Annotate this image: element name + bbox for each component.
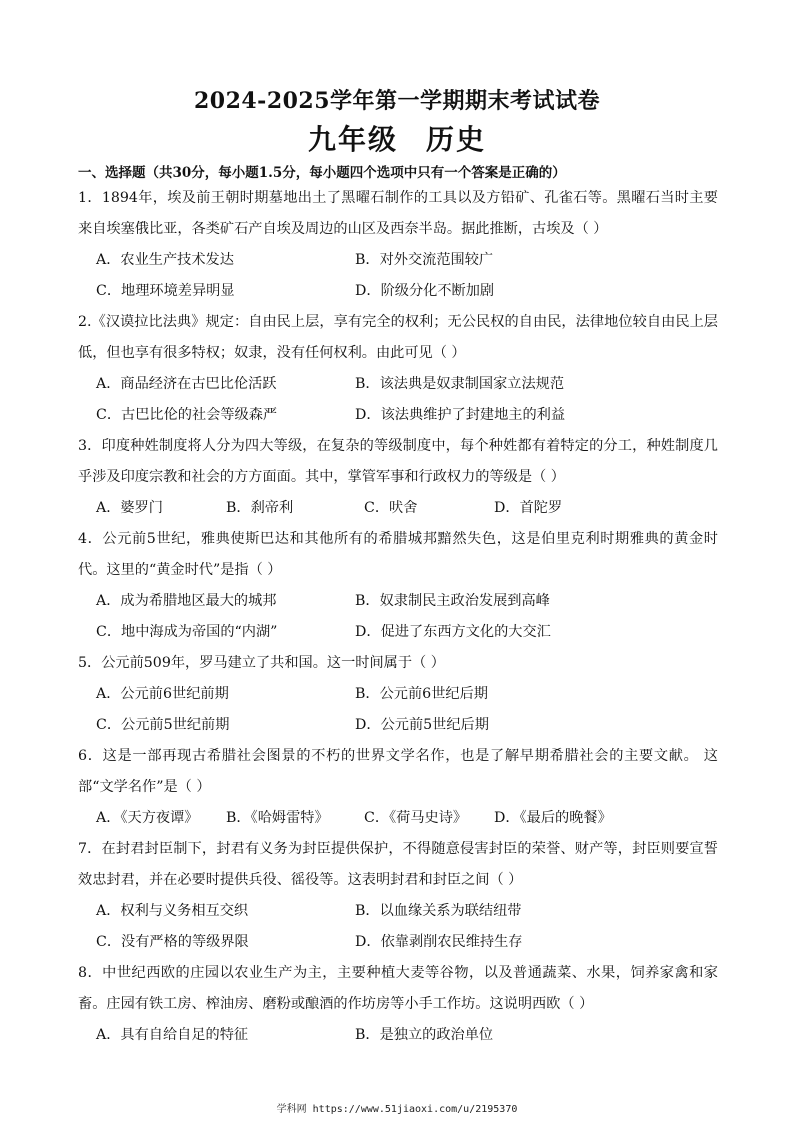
question-stem: 1．1894年，埃及前王朝时期墓地出土了黑曜石制作的工具以及方铅矿、孔雀石等。黑曜石当时主要来自埃塞俄比亚，各类矿石产自埃及周边的山区及西奈半岛。据此推断，古埃及（ ） bbox=[78, 190, 718, 237]
question bbox=[78, 741, 718, 834]
options bbox=[78, 896, 718, 958]
options bbox=[78, 803, 718, 834]
option[interactable]: C．《荷马史诗》 bbox=[364, 810, 468, 826]
option[interactable]: B．刹帝利 bbox=[226, 500, 294, 516]
options bbox=[78, 369, 718, 431]
option[interactable]: B．对外交流范围较广 bbox=[355, 252, 494, 268]
option[interactable]: D．促进了东西方文化的大交汇 bbox=[355, 624, 551, 640]
option[interactable]: A．公元前6世纪前期 bbox=[96, 686, 229, 702]
question-stem: 5．公元前509年，罗马建立了共和国。这一时间属于（ ） bbox=[78, 655, 445, 671]
question bbox=[78, 431, 718, 524]
option[interactable]: D．公元前5世纪后期 bbox=[355, 717, 489, 733]
question-stem: 3．印度种姓制度将人分为四大等级，在复杂的等级制度中，每个种姓都有着特定的分工，种姓制度几乎涉及印度宗教和社会的方方面面。其中，掌管军事和行政权力的等级是（ ） bbox=[78, 438, 718, 485]
options bbox=[78, 679, 718, 741]
question-list bbox=[78, 183, 718, 1051]
option[interactable]: D．依靠剥削农民维持生存 bbox=[355, 934, 523, 950]
question bbox=[78, 648, 718, 741]
subject-label: 历史 bbox=[426, 123, 487, 156]
option[interactable]: B．公元前6世纪后期 bbox=[355, 686, 488, 702]
option[interactable]: A．商品经济在古巴比伦活跃 bbox=[96, 376, 277, 392]
option[interactable]: A．权利与义务相互交织 bbox=[96, 903, 249, 919]
question bbox=[78, 834, 718, 958]
option[interactable]: B．是独立的政治单位 bbox=[355, 1027, 494, 1043]
option[interactable]: B．《哈姆雷特》 bbox=[226, 810, 329, 826]
options bbox=[78, 245, 718, 307]
option[interactable]: A．农业生产技术发达 bbox=[96, 252, 234, 268]
option[interactable]: C．地理环境差异明显 bbox=[96, 283, 235, 299]
page-footer-watermark: 学科网 https://www.51jiaoxi.com/u/2195370 bbox=[276, 1104, 518, 1115]
section-heading: 一、选择题（共30分，每小题1.5分，每小题四个选项中只有一个答案是正确的） bbox=[78, 165, 566, 181]
question bbox=[78, 307, 718, 431]
grade-label: 九年级 bbox=[307, 123, 398, 156]
question-stem: 2.《汉谟拉比法典》规定：自由民上层，享有完全的权利；无公民权的自由民，法律地位较自由民上层低，但也享有很多特权；奴隶，没有任何权利。由此可见（ ） bbox=[78, 314, 718, 361]
option[interactable]: C．古巴比伦的社会等级森严 bbox=[96, 407, 278, 423]
question bbox=[78, 524, 718, 648]
option[interactable]: B．以血缘关系为联结纽带 bbox=[355, 903, 522, 919]
option[interactable]: C．没有严格的等级界限 bbox=[96, 934, 249, 950]
question-stem: 8．中世纪西欧的庄园以农业生产为主，主要种植大麦等谷物，以及普通蔬菜、水果，饲养家禽和家畜。庄园有铁工房、榨油房、磨粉或酿酒的作坊房等小手工作坊。这说明西欧（ ） bbox=[78, 965, 718, 1012]
question-stem: 7．在封君封臣制下，封君有义务为封臣提供保护，不得随意侵害封臣的荣誉、财产等，封臣则要宣誓效忠封君，并在必要时提供兵役、徭役等。这表明封君和封臣之间（ ） bbox=[78, 841, 718, 888]
options bbox=[78, 586, 718, 648]
option[interactable]: B．该法典是奴隶制国家立法规范 bbox=[355, 376, 565, 392]
option[interactable]: C．地中海成为帝国的“内湖” bbox=[96, 624, 278, 640]
option[interactable]: A．具有自给自足的特征 bbox=[96, 1027, 249, 1043]
exam-title: 2024-2025学年第一学期期末考试试卷 bbox=[193, 88, 601, 114]
option[interactable]: D．阶级分化不断加剧 bbox=[355, 283, 495, 299]
option[interactable]: A．《天方夜谭》 bbox=[96, 810, 199, 826]
option[interactable]: A．婆罗门 bbox=[96, 500, 163, 516]
option[interactable]: A．成为希腊地区最大的城邦 bbox=[96, 593, 277, 609]
option[interactable]: D．首陀罗 bbox=[494, 500, 563, 516]
question-stem: 6．这是一部再现古希腊社会图景的不朽的世界文学名作，也是了解早期希腊社会的主要文献。 这部“文学名作”是（ ） bbox=[78, 748, 718, 795]
options bbox=[78, 493, 718, 524]
option[interactable]: D．《最后的晚餐》 bbox=[494, 810, 612, 826]
exam-subtitle bbox=[0, 118, 794, 158]
question-stem: 4．公元前5世纪，雅典使斯巴达和其他所有的希腊城邦黯然失色，这是伯里克利时期雅典的黄金时代。这里的“黄金时代”是指（ ） bbox=[78, 531, 718, 578]
options bbox=[78, 1020, 718, 1051]
option[interactable]: B．奴隶制民主政治发展到高峰 bbox=[355, 593, 550, 609]
option[interactable]: D．该法典维护了封建地主的利益 bbox=[355, 407, 566, 423]
option[interactable]: C．公元前5世纪前期 bbox=[96, 717, 230, 733]
question bbox=[78, 183, 718, 307]
option[interactable]: C．吠舍 bbox=[364, 500, 418, 516]
question bbox=[78, 958, 718, 1051]
